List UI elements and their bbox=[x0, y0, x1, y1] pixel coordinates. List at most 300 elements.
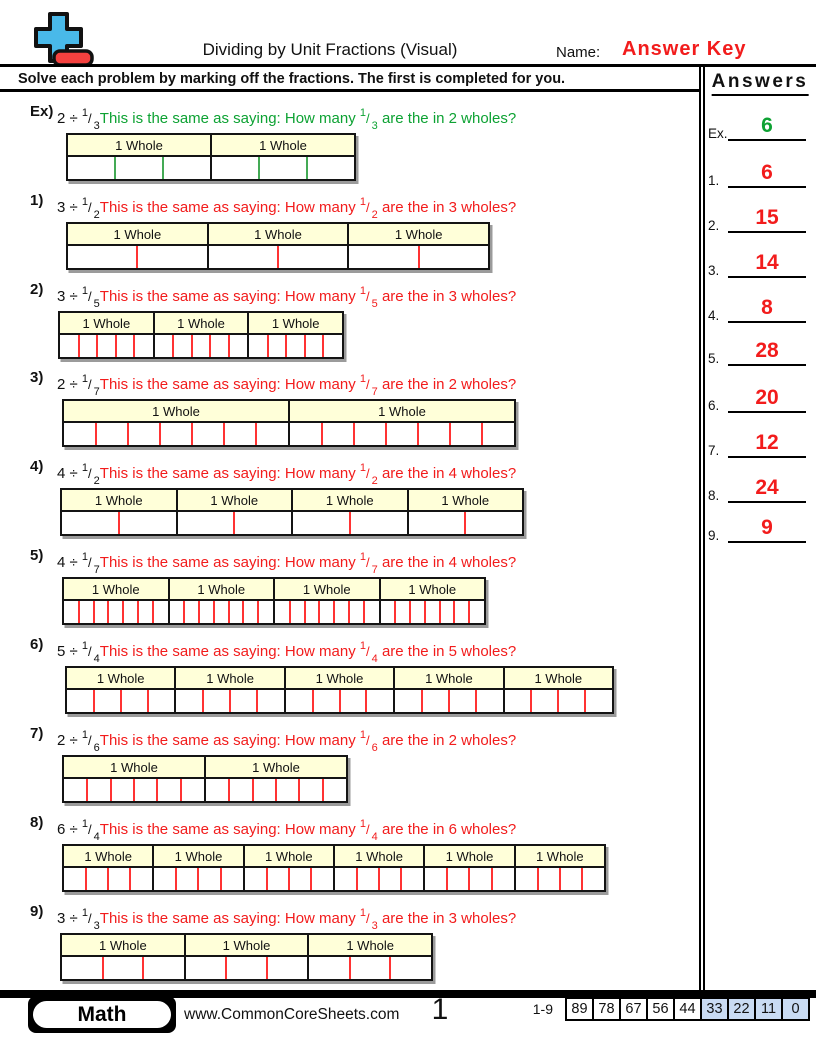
fraction-slash: / bbox=[366, 911, 370, 926]
problem-row bbox=[0, 186, 700, 274]
whole-segment bbox=[505, 690, 612, 712]
whole-segment bbox=[64, 423, 290, 445]
answer-value: 24 bbox=[728, 477, 806, 503]
bar-whole-row bbox=[64, 401, 514, 423]
unit-fraction: $^1$/ $_6$ bbox=[359, 729, 378, 754]
answers-heading: Answers bbox=[712, 71, 809, 96]
question-sentence-start: This is the same as saying: How many bbox=[99, 110, 360, 127]
fraction-mark bbox=[198, 601, 200, 623]
fraction-mark bbox=[385, 423, 387, 445]
answer-value: 14 bbox=[728, 252, 806, 278]
problem-question bbox=[57, 192, 516, 224]
fraction-slash: / bbox=[366, 644, 370, 659]
fraction-mark bbox=[275, 779, 277, 801]
answer-value: 12 bbox=[728, 432, 806, 458]
fraction-bar bbox=[60, 933, 433, 981]
fraction-slash: / bbox=[88, 555, 92, 570]
answers-sidebar bbox=[706, 67, 814, 990]
fraction-mark bbox=[252, 779, 254, 801]
problem-question bbox=[57, 547, 516, 579]
fraction-mark bbox=[464, 512, 466, 534]
fraction-mark bbox=[349, 512, 351, 534]
problem-row bbox=[0, 452, 700, 540]
fraction-mark bbox=[491, 868, 493, 890]
fraction-mark bbox=[356, 868, 358, 890]
answer-key-text: Answer Key bbox=[622, 38, 747, 60]
score-grid bbox=[533, 998, 810, 1020]
whole-cell-label: 1 Whole bbox=[286, 668, 395, 688]
whole-cell-label: 1 Whole bbox=[259, 137, 307, 153]
fraction-mark bbox=[93, 601, 95, 623]
whole-cell-label: 1 Whole bbox=[394, 226, 443, 242]
fraction-mark bbox=[424, 601, 426, 623]
whole-cell-label: 1 Whole bbox=[62, 490, 178, 510]
problem-row bbox=[0, 541, 700, 629]
fraction-slash: / bbox=[88, 111, 92, 126]
whole-cell-label: 1 Whole bbox=[64, 401, 290, 421]
bar-whole-row bbox=[60, 313, 342, 335]
unit-fraction: $^1$/ $_3$ bbox=[81, 107, 100, 132]
fraction-mark bbox=[400, 868, 402, 890]
fraction-mark bbox=[213, 601, 215, 623]
score-cell: 67 bbox=[619, 997, 648, 1021]
question-sentence-start: This is the same as saying: How many bbox=[99, 643, 360, 660]
question-sentence-end: are the in 3 wholes? bbox=[377, 199, 517, 216]
division-expression: 2 ÷ bbox=[57, 732, 82, 749]
fraction-mark bbox=[225, 957, 227, 979]
fraction-mark bbox=[228, 779, 230, 801]
unit-fraction: $^1$/ $_3$ bbox=[359, 107, 378, 132]
problem-question bbox=[57, 903, 516, 935]
whole-cell-label: 1 Whole bbox=[534, 670, 583, 686]
answer-label: 1. bbox=[708, 173, 720, 188]
unit-fraction: $^1$/ $_4$ bbox=[81, 640, 100, 665]
fraction-mark bbox=[257, 601, 259, 623]
unit-fraction: $^1$/ $_5$ bbox=[359, 285, 378, 310]
whole-segment bbox=[62, 512, 178, 534]
fraction-mark bbox=[191, 335, 193, 357]
fraction-mark bbox=[446, 868, 448, 890]
fraction-slash: / bbox=[88, 466, 92, 481]
question-sentence-end: are the in 4 wholes? bbox=[377, 554, 517, 571]
problem-row bbox=[0, 808, 700, 896]
whole-cell-label: 1 Whole bbox=[335, 846, 425, 866]
whole-segment bbox=[178, 512, 294, 534]
fraction-mark bbox=[306, 157, 308, 179]
whole-segment bbox=[209, 246, 350, 268]
fraction-mark bbox=[439, 601, 441, 623]
answer-entry bbox=[708, 246, 806, 278]
fraction-mark bbox=[365, 690, 367, 712]
question-sentence-end: are the in 4 wholes? bbox=[377, 465, 517, 482]
problem-question bbox=[57, 636, 516, 668]
problem-row bbox=[0, 630, 700, 718]
answer-value: 6 bbox=[728, 115, 806, 141]
whole-segment bbox=[64, 601, 170, 623]
math-logo bbox=[28, 996, 176, 1033]
fraction-mark bbox=[209, 335, 211, 357]
question-sentence-end: are the in 5 wholes? bbox=[377, 643, 517, 660]
bar-marking-row bbox=[67, 690, 612, 712]
fraction-mark bbox=[152, 601, 154, 623]
whole-segment bbox=[425, 868, 515, 890]
division-expression: 2 ÷ bbox=[57, 376, 82, 393]
problem-question bbox=[57, 281, 516, 313]
fraction-mark bbox=[453, 601, 455, 623]
score-cell: 11 bbox=[754, 997, 783, 1021]
question-sentence-end: are the in 2 wholes? bbox=[377, 376, 517, 393]
fraction-bar bbox=[60, 488, 524, 536]
problem-question bbox=[57, 458, 516, 490]
bar-marking-row bbox=[62, 957, 431, 979]
problem-row bbox=[0, 275, 700, 363]
question-sentence-end: are the in 3 wholes? bbox=[377, 910, 517, 927]
whole-cell-label: 1 Whole bbox=[245, 846, 335, 866]
fraction-mark bbox=[468, 868, 470, 890]
math-logo-label: Math bbox=[33, 1001, 171, 1028]
fraction-mark bbox=[78, 335, 80, 357]
fraction-mark bbox=[421, 690, 423, 712]
unit-fraction: $^1$/ $_7$ bbox=[81, 551, 100, 576]
problem-number: 9) bbox=[30, 903, 44, 920]
unit-fraction: $^1$/ $_2$ bbox=[359, 196, 378, 221]
whole-segment bbox=[381, 601, 485, 623]
bar-marking-row bbox=[68, 246, 488, 268]
fraction-mark bbox=[255, 423, 257, 445]
whole-cell-label: 1 Whole bbox=[68, 135, 212, 155]
fraction-slash: / bbox=[366, 111, 370, 126]
bar-marking-row bbox=[60, 335, 342, 357]
whole-cell-label: 1 Whole bbox=[252, 759, 300, 775]
unit-fraction: $^1$/ $_2$ bbox=[81, 196, 100, 221]
problem-number: 7) bbox=[30, 725, 44, 742]
name-label: Name: bbox=[556, 44, 601, 61]
division-expression: 5 ÷ bbox=[57, 643, 82, 660]
fraction-mark bbox=[353, 423, 355, 445]
answer-label: 8. bbox=[708, 488, 720, 503]
answer-entry bbox=[708, 291, 806, 323]
fraction-mark bbox=[298, 779, 300, 801]
whole-cell-label: 1 Whole bbox=[154, 846, 244, 866]
problem-number: 8) bbox=[30, 814, 44, 831]
fraction-mark bbox=[85, 868, 87, 890]
answer-value: 28 bbox=[728, 340, 806, 366]
answer-value: 9 bbox=[728, 517, 806, 543]
fraction-slash: / bbox=[88, 644, 92, 659]
whole-segment bbox=[395, 690, 504, 712]
fraction-mark bbox=[581, 868, 583, 890]
whole-cell-label: 1 Whole bbox=[535, 848, 584, 864]
fraction-mark bbox=[129, 868, 131, 890]
whole-cell-label: 1 Whole bbox=[155, 313, 250, 333]
bar-whole-row bbox=[62, 935, 431, 957]
fraction-mark bbox=[223, 423, 225, 445]
fraction-mark bbox=[122, 601, 124, 623]
whole-segment bbox=[170, 601, 276, 623]
bar-marking-row bbox=[64, 779, 346, 801]
problem-row bbox=[0, 97, 700, 185]
whole-segment bbox=[62, 957, 186, 979]
page-title: Dividing by Unit Fractions (Visual) bbox=[202, 40, 458, 59]
score-cell: 89 bbox=[565, 997, 594, 1021]
score-cells bbox=[565, 997, 810, 1021]
whole-segment bbox=[293, 512, 409, 534]
division-expression: 4 ÷ bbox=[57, 465, 82, 482]
problem-question bbox=[57, 103, 516, 135]
question-sentence-end: are the in 2 wholes? bbox=[377, 110, 517, 127]
fraction-mark bbox=[389, 957, 391, 979]
fraction-mark bbox=[142, 957, 144, 979]
answer-entry bbox=[708, 471, 806, 503]
unit-fraction: $^1$/ $_4$ bbox=[359, 818, 378, 843]
whole-cell-label: 1 Whole bbox=[346, 937, 395, 953]
whole-segment bbox=[64, 779, 206, 801]
problem-number: 1) bbox=[30, 192, 44, 209]
bar-marking-row bbox=[62, 512, 522, 534]
fraction-mark bbox=[183, 601, 185, 623]
fraction-mark bbox=[277, 246, 279, 268]
whole-cell-label: 1 Whole bbox=[170, 579, 276, 599]
answer-entry bbox=[708, 426, 806, 458]
bar-marking-row bbox=[64, 601, 484, 623]
fraction-mark bbox=[289, 601, 291, 623]
answer-label: 2. bbox=[708, 218, 720, 233]
question-sentence-start: This is the same as saying: How many bbox=[99, 554, 360, 571]
fraction-mark bbox=[172, 335, 174, 357]
fraction-mark bbox=[321, 423, 323, 445]
whole-cell-label: 1 Whole bbox=[176, 668, 285, 688]
fraction-mark bbox=[310, 868, 312, 890]
whole-cell-label: 1 Whole bbox=[209, 224, 350, 244]
fraction-mark bbox=[288, 868, 290, 890]
bar-marking-row bbox=[64, 423, 514, 445]
fraction-mark bbox=[137, 601, 139, 623]
whole-segment bbox=[349, 246, 488, 268]
fraction-slash: / bbox=[88, 377, 92, 392]
fraction-mark bbox=[363, 601, 365, 623]
fraction-mark bbox=[537, 868, 539, 890]
score-range-label: 1-9 bbox=[532, 1001, 553, 1017]
whole-segment bbox=[335, 868, 425, 890]
fraction-mark bbox=[96, 335, 98, 357]
whole-cell-label: 1 Whole bbox=[378, 403, 426, 419]
answer-value: 20 bbox=[728, 387, 806, 413]
fraction-mark bbox=[159, 423, 161, 445]
whole-cell-label: 1 Whole bbox=[293, 490, 409, 510]
fraction-mark bbox=[557, 690, 559, 712]
answer-label: 4. bbox=[708, 308, 720, 323]
answer-entry bbox=[708, 109, 806, 141]
fraction-mark bbox=[559, 868, 561, 890]
answer-label: 6. bbox=[708, 398, 720, 413]
whole-segment bbox=[245, 868, 335, 890]
division-expression: 3 ÷ bbox=[57, 199, 82, 216]
unit-fraction: $^1$/ $_6$ bbox=[81, 729, 100, 754]
whole-segment bbox=[60, 335, 155, 357]
answer-label: 3. bbox=[708, 263, 720, 278]
unit-fraction: $^1$/ $_2$ bbox=[359, 462, 378, 487]
bar-whole-row bbox=[64, 846, 604, 868]
fraction-mark bbox=[86, 779, 88, 801]
question-sentence-end: are the in 2 wholes? bbox=[377, 732, 517, 749]
fraction-mark bbox=[233, 512, 235, 534]
whole-segment bbox=[68, 157, 212, 179]
fraction-slash: / bbox=[366, 200, 370, 215]
answer-entry bbox=[708, 334, 806, 366]
whole-cell-label: 1 Whole bbox=[408, 581, 457, 597]
answer-label: 9. bbox=[708, 528, 720, 543]
fraction-bar bbox=[62, 844, 606, 892]
fraction-slash: / bbox=[366, 466, 370, 481]
fraction-mark bbox=[468, 601, 470, 623]
instructions: Solve each problem by marking off the fractions. The first is completed for you. bbox=[0, 67, 699, 92]
fraction-slash: / bbox=[366, 289, 370, 304]
answer-value: 6 bbox=[728, 162, 806, 188]
fraction-mark bbox=[180, 779, 182, 801]
fraction-mark bbox=[118, 512, 120, 534]
fraction-mark bbox=[304, 335, 306, 357]
unit-fraction: $^1$/ $_7$ bbox=[81, 373, 100, 398]
whole-cell-label: 1 Whole bbox=[178, 490, 294, 510]
problem-row bbox=[0, 719, 700, 807]
whole-segment bbox=[68, 246, 209, 268]
fraction-mark bbox=[147, 690, 149, 712]
whole-segment bbox=[290, 423, 514, 445]
whole-segment bbox=[409, 512, 523, 534]
fraction-mark bbox=[530, 690, 532, 712]
question-sentence-start: This is the same as saying: How many bbox=[99, 465, 360, 482]
bar-whole-row bbox=[62, 490, 522, 512]
whole-segment bbox=[309, 957, 431, 979]
fraction-mark bbox=[228, 335, 230, 357]
whole-cell-label: 1 Whole bbox=[271, 315, 320, 331]
fraction-mark bbox=[197, 868, 199, 890]
whole-cell-label: 1 Whole bbox=[68, 224, 209, 244]
answer-value: 15 bbox=[728, 207, 806, 233]
website-url: www.CommonCoreSheets.com bbox=[184, 1006, 400, 1023]
fraction-mark bbox=[93, 690, 95, 712]
whole-segment bbox=[186, 957, 310, 979]
division-expression: 6 ÷ bbox=[57, 821, 82, 838]
whole-cell-label: 1 Whole bbox=[60, 313, 155, 333]
fraction-slash: / bbox=[366, 733, 370, 748]
problem-question bbox=[57, 814, 516, 846]
fraction-mark bbox=[312, 690, 314, 712]
whole-cell-label: 1 Whole bbox=[441, 492, 490, 508]
fraction-mark bbox=[258, 157, 260, 179]
answer-label: 7. bbox=[708, 443, 720, 458]
unit-fraction: $^1$/ $_2$ bbox=[81, 462, 100, 487]
fraction-bar bbox=[62, 399, 516, 447]
fraction-mark bbox=[133, 779, 135, 801]
score-cell: 22 bbox=[727, 997, 756, 1021]
whole-cell-label: 1 Whole bbox=[64, 579, 170, 599]
fraction-mark bbox=[229, 690, 231, 712]
division-expression: 3 ÷ bbox=[57, 910, 82, 927]
fraction-bar bbox=[66, 133, 356, 181]
whole-cell-label: 1 Whole bbox=[67, 668, 176, 688]
fraction-mark bbox=[110, 779, 112, 801]
fraction-mark bbox=[266, 957, 268, 979]
problem-number: 3) bbox=[30, 369, 44, 386]
fraction-mark bbox=[409, 601, 411, 623]
whole-cell-label: 1 Whole bbox=[64, 846, 154, 866]
problem-row bbox=[0, 897, 700, 985]
fraction-bar bbox=[65, 666, 614, 714]
fraction-mark bbox=[318, 601, 320, 623]
fraction-slash: / bbox=[88, 200, 92, 215]
unit-fraction: $^1$/ $_5$ bbox=[81, 285, 100, 310]
fraction-mark bbox=[175, 868, 177, 890]
whole-segment bbox=[154, 868, 244, 890]
whole-cell-label: 1 Whole bbox=[275, 579, 381, 599]
fraction-mark bbox=[448, 690, 450, 712]
whole-cell-label: 1 Whole bbox=[62, 935, 186, 955]
fraction-mark bbox=[378, 868, 380, 890]
bar-whole-row bbox=[64, 579, 484, 601]
answer-label: Ex. bbox=[708, 126, 728, 141]
unit-fraction: $^1$/ $_7$ bbox=[359, 551, 378, 576]
problem-question bbox=[57, 369, 516, 401]
fraction-mark bbox=[78, 601, 80, 623]
fraction-mark bbox=[191, 423, 193, 445]
bar-whole-row bbox=[67, 668, 612, 690]
score-cell: 56 bbox=[646, 997, 675, 1021]
fraction-slash: / bbox=[366, 822, 370, 837]
fraction-mark bbox=[107, 868, 109, 890]
fraction-mark bbox=[220, 868, 222, 890]
answer-label: 5. bbox=[708, 351, 720, 366]
fraction-mark bbox=[133, 335, 135, 357]
fraction-slash: / bbox=[88, 289, 92, 304]
problem-number: 6) bbox=[30, 636, 44, 653]
fraction-mark bbox=[349, 957, 351, 979]
fraction-mark bbox=[339, 690, 341, 712]
whole-segment bbox=[64, 868, 154, 890]
fraction-mark bbox=[267, 335, 269, 357]
bar-marking-row bbox=[64, 868, 604, 890]
fraction-mark bbox=[95, 423, 97, 445]
whole-cell-label: 1 Whole bbox=[395, 668, 504, 688]
unit-fraction: $^1$/ $_4$ bbox=[359, 640, 378, 665]
fraction-mark bbox=[285, 335, 287, 357]
score-cell: 78 bbox=[592, 997, 621, 1021]
fraction-slash: / bbox=[88, 733, 92, 748]
fraction-mark bbox=[202, 690, 204, 712]
fraction-slash: / bbox=[366, 555, 370, 570]
fraction-slash: / bbox=[366, 377, 370, 392]
problem-number: 5) bbox=[30, 547, 44, 564]
whole-cell-label: 1 Whole bbox=[186, 935, 310, 955]
problem-number: 4) bbox=[30, 458, 44, 475]
fraction-slash: / bbox=[88, 822, 92, 837]
answer-entry bbox=[708, 201, 806, 233]
whole-cell-label: 1 Whole bbox=[425, 846, 515, 866]
fraction-mark bbox=[228, 601, 230, 623]
fraction-mark bbox=[256, 690, 258, 712]
fraction-mark bbox=[304, 601, 306, 623]
fraction-mark bbox=[114, 157, 116, 179]
whole-segment bbox=[206, 779, 346, 801]
problem-row bbox=[0, 363, 700, 451]
fraction-bar bbox=[58, 311, 344, 359]
question-sentence-end: are the in 6 wholes? bbox=[377, 821, 517, 838]
page-number: 1 bbox=[431, 993, 449, 1026]
fraction-mark bbox=[136, 246, 138, 268]
unit-fraction: $^1$/ $_3$ bbox=[81, 907, 100, 932]
division-expression: 4 ÷ bbox=[57, 554, 82, 571]
fraction-mark bbox=[115, 335, 117, 357]
